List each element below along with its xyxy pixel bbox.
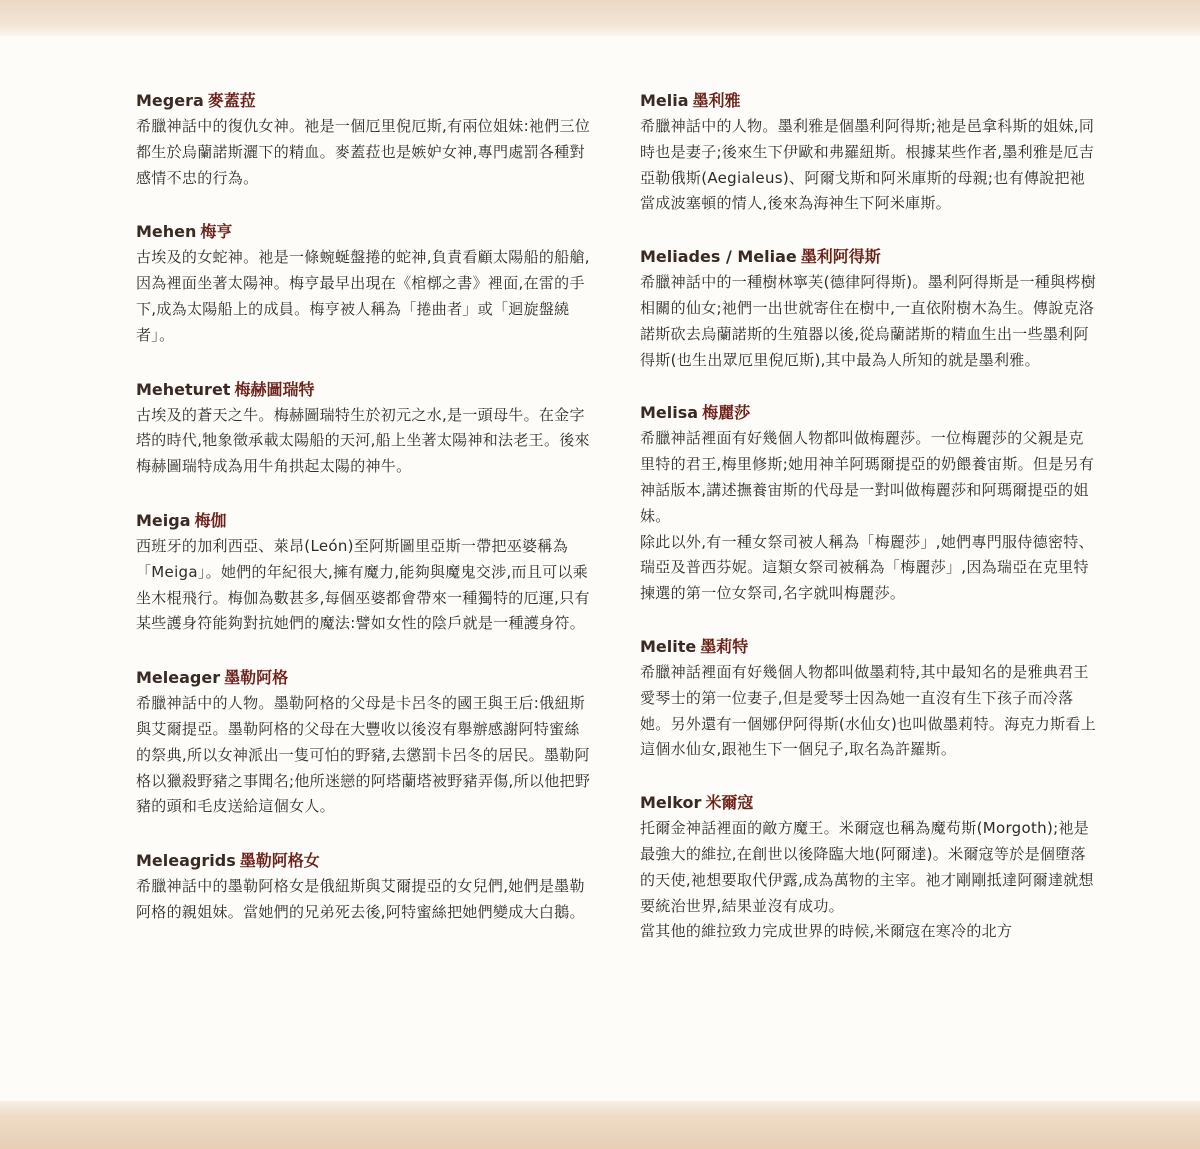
entry-melite — [640, 634, 1098, 763]
entry-description — [136, 874, 594, 926]
entry-meheturet — [136, 377, 594, 480]
right-column — [640, 88, 1098, 972]
entry-name-en: Meheturet — [136, 379, 231, 399]
entry-name-en: Melkor — [640, 793, 702, 813]
entry-description — [640, 114, 1098, 217]
entry-melisa — [640, 400, 1098, 607]
entry-name-en: Melite — [640, 636, 697, 656]
entry-paragraph: 當其他的維拉致力完成世界的時候,米爾寇在寒冷的北方 — [640, 922, 1013, 941]
entry-paragraph: 除此以外,有一種女祭司被人稱為「梅麗莎」,她們專門服侍德密特、瑞亞及普西芬妮。這類女祭司被稱為「梅麗莎」,因為瑞亞在克里特揀選的第一位女祭司,名字就叫梅麗莎。 — [640, 532, 1094, 603]
entry-meliades — [640, 244, 1098, 373]
entry-melkor — [640, 790, 1098, 945]
entry-heading — [640, 88, 1098, 114]
entry-megera — [136, 88, 594, 191]
entry-name-zh: 梅麗莎 — [702, 403, 751, 423]
entry-name-en: Meliades / Meliae — [640, 247, 797, 267]
entry-heading — [136, 219, 594, 245]
entry-paragraph: 希臘神話裡面有好幾個人物都叫做梅麗莎。一位梅麗莎的父親是克里特的君王,梅里修斯;她用神羊阿瑪爾提亞的奶餵養宙斯。但是另有神話版本,講述撫養宙斯的代母是一對叫做梅麗莎和阿瑪爾提亞的姐妹。 — [640, 429, 1095, 525]
entry-paragraph: 托爾金神話裡面的敵方魔王。米爾寇也稱為魔苟斯(Morgoth);祂是最強大的維拉,在創世以後降臨大地(阿爾達)。米爾寇等於是個墮落的天使,祂想要取代伊露,成為萬物的主宰。祂才剛剛抵達阿爾達就想要統治世界,結果並沒有成功。 — [640, 819, 1094, 915]
entry-heading — [136, 665, 594, 691]
entry-name-en: Meleager — [136, 668, 221, 688]
entry-name-zh: 梅亨 — [200, 222, 233, 242]
entry-name-zh: 墨勒阿格女 — [239, 851, 320, 871]
entry-meleagrids — [136, 848, 594, 926]
left-column — [136, 88, 594, 954]
page-top-border — [0, 0, 1200, 36]
page-bottom-border — [0, 1101, 1200, 1149]
entry-paragraph: 古埃及的蒼天之牛。梅赫圖瑞特生於初元之水,是一頭母牛。在金字塔的時代,牠象徵承載太陽船的天河,船上坐著太陽神和法老王。後來梅赫圖瑞特成為用牛角拱起太陽的神牛。 — [136, 405, 590, 476]
entry-name-en: Melisa — [640, 403, 699, 423]
entry-heading — [136, 508, 594, 534]
entry-description — [136, 245, 594, 348]
entry-heading — [136, 377, 594, 403]
entry-name-zh: 麥蓋菈 — [207, 91, 256, 110]
entry-name-zh: 墨莉特 — [700, 636, 749, 656]
entry-name-en: Megera — [136, 91, 204, 110]
entry-heading — [136, 88, 594, 114]
entry-paragraph: 希臘神話裡面有好幾個人物都叫做墨莉特,其中最知名的是雅典君王愛琴士的第一位妻子,但是愛琴士因為她一直沒有生下孩子而冷落她。另外還有一個娜伊阿得斯(水仙女)也叫做墨莉特。海克力斯看上這個水仙女,跟祂生下一個兒子,取名為許羅斯。 — [640, 662, 1097, 759]
entry-name-en: Mehen — [136, 222, 197, 242]
entry-description — [640, 270, 1098, 373]
entry-paragraph: 古埃及的女蛇神。祂是一條蜿蜒盤捲的蛇神,負責看顧太陽船的船艙,因為裡面坐著太陽神。梅亨最早出現在《棺槨之書》裡面,在雷的手下,成為太陽船上的成員。梅亨被人稱為「捲曲者」或「迴旋盤繞者」。 — [136, 248, 590, 344]
entry-heading — [640, 790, 1098, 816]
entry-heading — [136, 848, 594, 874]
entry-name-zh: 墨利阿得斯 — [800, 247, 881, 267]
entry-paragraph: 希臘神話中的復仇女神。祂是一個厄里倪厄斯,有兩位姐妹:祂們三位都生於烏蘭諾斯灑下的精血。麥蓋菈也是嫉妒女神,專門處罰各種對感情不忠的行為。 — [136, 117, 591, 187]
entry-heading — [640, 634, 1098, 660]
entry-paragraph: 希臘神話中的人物。墨勒阿格的父母是卡呂冬的國王與王后:俄紐斯與艾爾提亞。墨勒阿格的父母在大豐收以後沒有舉辦感謝阿特蜜絲的祭典,所以女神派出一隻可怕的野豬,去懲罰卡呂冬的居民。墨勒阿格以獵殺野豬之事聞名;他所迷戀的阿塔蘭塔被野豬弄傷,所以他把野豬的頭和毛皮送給這個女人。 — [136, 694, 591, 816]
entry-name-zh: 梅赫圖瑞特 — [234, 379, 315, 399]
entry-description — [136, 691, 594, 820]
entry-description — [640, 660, 1098, 763]
entry-paragraph: 希臘神話中的人物。墨利雅是個墨利阿得斯;祂是邑拿科斯的姐妹,同時也是妻子;後來生下伊歐和弗羅紐斯。根據某些作者,墨利雅是厄吉亞勒俄斯(Aegialeus)、阿爾戈斯和阿米庫斯的母親;也有傳說把祂當成波塞頓的情人,後來為海神生下阿米庫斯。 — [640, 117, 1095, 213]
entry-heading — [640, 400, 1098, 426]
entry-paragraph: 西班牙的加利西亞、萊昂(León)至阿斯圖里亞斯一帶把巫婆稱為「Meiga」。她們的年紀很大,擁有魔力,能夠與魔鬼交涉,而且可以乘坐木棍飛行。梅伽為數甚多,每個巫婆都會帶來一種獨特的厄運,只有某些護身符能夠對抗她們的魔法:譬如女性的陰戶就是一種護身符。 — [136, 536, 590, 633]
entry-name-zh: 墨勒阿格 — [224, 668, 289, 688]
entry-name-en: Meleagrids — [136, 851, 236, 871]
entry-name-zh: 米爾寇 — [705, 793, 754, 813]
entry-name-zh: 梅伽 — [194, 510, 227, 530]
entry-name-zh: 墨利雅 — [692, 91, 741, 110]
entry-description — [136, 534, 594, 637]
entry-description — [640, 816, 1098, 945]
entry-mehen — [136, 219, 594, 348]
entry-heading — [640, 244, 1098, 270]
entry-meiga — [136, 508, 594, 637]
entry-paragraph: 希臘神話中的一種樹林寧芙(德律阿得斯)。墨利阿得斯是一種與梣樹相關的仙女;祂們一出世就寄住在樹中,一直依附樹木為生。傳說克洛諾斯砍去烏蘭諾斯的生殖器以後,從烏蘭諾斯的精血生出一些墨利阿得斯(也生出眾厄里倪厄斯),其中最為人所知的就是墨利雅。 — [640, 273, 1097, 369]
entry-melia — [640, 88, 1098, 217]
entry-paragraph: 希臘神話中的墨勒阿格女是俄紐斯與艾爾提亞的女兒們,她們是墨勒阿格的親姐妹。當她們的兄弟死去後,阿特蜜絲把她們變成大白鵝。 — [136, 877, 585, 921]
entry-description — [136, 403, 594, 480]
entry-meleager — [136, 665, 594, 820]
entry-name-en: Meiga — [136, 510, 191, 530]
entry-description — [136, 114, 594, 191]
entry-name-en: Melia — [640, 91, 689, 110]
entry-description — [640, 426, 1098, 607]
